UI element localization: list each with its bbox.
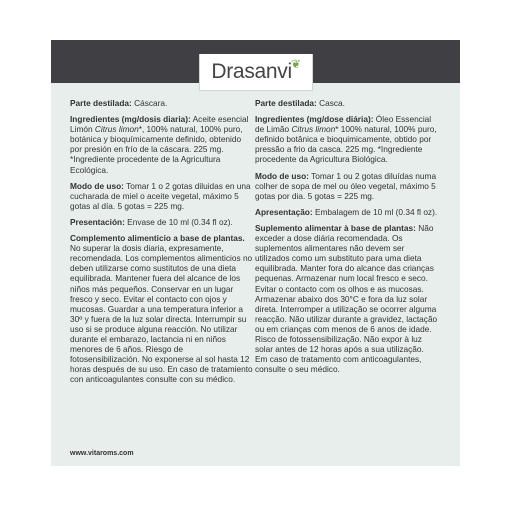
usage-paragraph: Modo de uso: Tomar 1 o 2 gotas diluidas en una cucharada de miel o aceite vegetal, máximo 5 gotas al día. 5 gotas = 225 mg. [70, 180, 251, 211]
website-url: www.vitaroms.com [70, 450, 134, 457]
ingredients-paragraph: Ingredientes (mg/dosis diaria): Aceite esencial Limón Citrus limon*, 100% natural, 100% puro, botánica y bioquímicamente definido, obtenido por presión en frío de la cáscara. 225 mg. *Ingrediente procedente de la Agricultura Ecológica. [70, 114, 249, 175]
ingredients-paragraph: Ingredientes (mg/dose diária): Óleo Essencial de Limão Citrus limon* 100% natural, 100% puro, definido botânica e bioquimicamente, obtido por pressão a frio da casca. 225 mg. *Ingrediente procedente da Agricultura Biológica. [255, 114, 437, 165]
part-paragraph: Parte destilada: Casca. [255, 98, 345, 108]
part-paragraph: Parte destilada: Cáscara. [70, 98, 168, 108]
portuguese-text-column [255, 98, 438, 380]
supplement-paragraph: Complemento alimenticio a base de plantas. No superar la dosis diaria, expresamente, recomendada. Los complementos alimenticios no deben utilizarse como sustitutos de una dieta equilibrada. Mantener fuera del alcance de los niños más pequeños. Conservar en un lugar fresco y seco. Evitar el contacto con ojos y mucosas. Guardar a una temperatura inferior a 30º y fuera de la luz solar directa. Interrumpir su uso si se produce alguna reacción. No utilizar durante el embarazo, lactancia ni en niños menores de 6 años. Riesgo de fotosensibilización. No exponerse al sol hasta 12 horas después de su uso. En caso de tratamiento con anticoagulantes consulte con su médico. [70, 233, 253, 385]
usage-paragraph: Modo de uso: Tomar 1 ou 2 gotas diluídas numa colher de sopa de mel ou óleo vegetal, máximo 5 gotas por dia. 5 gotas = 225 mg. [255, 170, 437, 201]
spanish-text-column [70, 98, 253, 390]
product-label-panel [51, 40, 460, 466]
brand-logo [199, 54, 313, 91]
supplement-paragraph: Suplemento alimentar à base de plantas: Não exceder a dose diária recomendada. Os suplementos alimentares não devem ser utilizados como um substituto para uma dieta equilibrada. Manter fora do alcance das crianças pequenas. Armazenar num local fresco e seco. Evitar o contacto com os olhos e as mucosas. Armazenar abaixo dos 30°C e fora da luz solar direta. Interromper a utilização se ocorrer alguma reacção. Não utilizar durante a gravidez, lactação ou em crianças com menos de 6 anos de idade. Risco de fotossensibilização. Não expor à luz solar antes de 12 horas após a sua utilização. Em caso de tratamento com anticoagulantes, consulte o seu médico. [255, 222, 438, 375]
brand-name: Drasanvi [211, 60, 292, 83]
presentation-paragraph: Apresentação: Embalagem de 10 ml (0.34 fl oz). [255, 206, 438, 217]
presentation-paragraph: Presentación: Envase de 10 ml (0.34 fl oz). [70, 216, 233, 227]
leaf-icon: ❦ [290, 57, 301, 71]
